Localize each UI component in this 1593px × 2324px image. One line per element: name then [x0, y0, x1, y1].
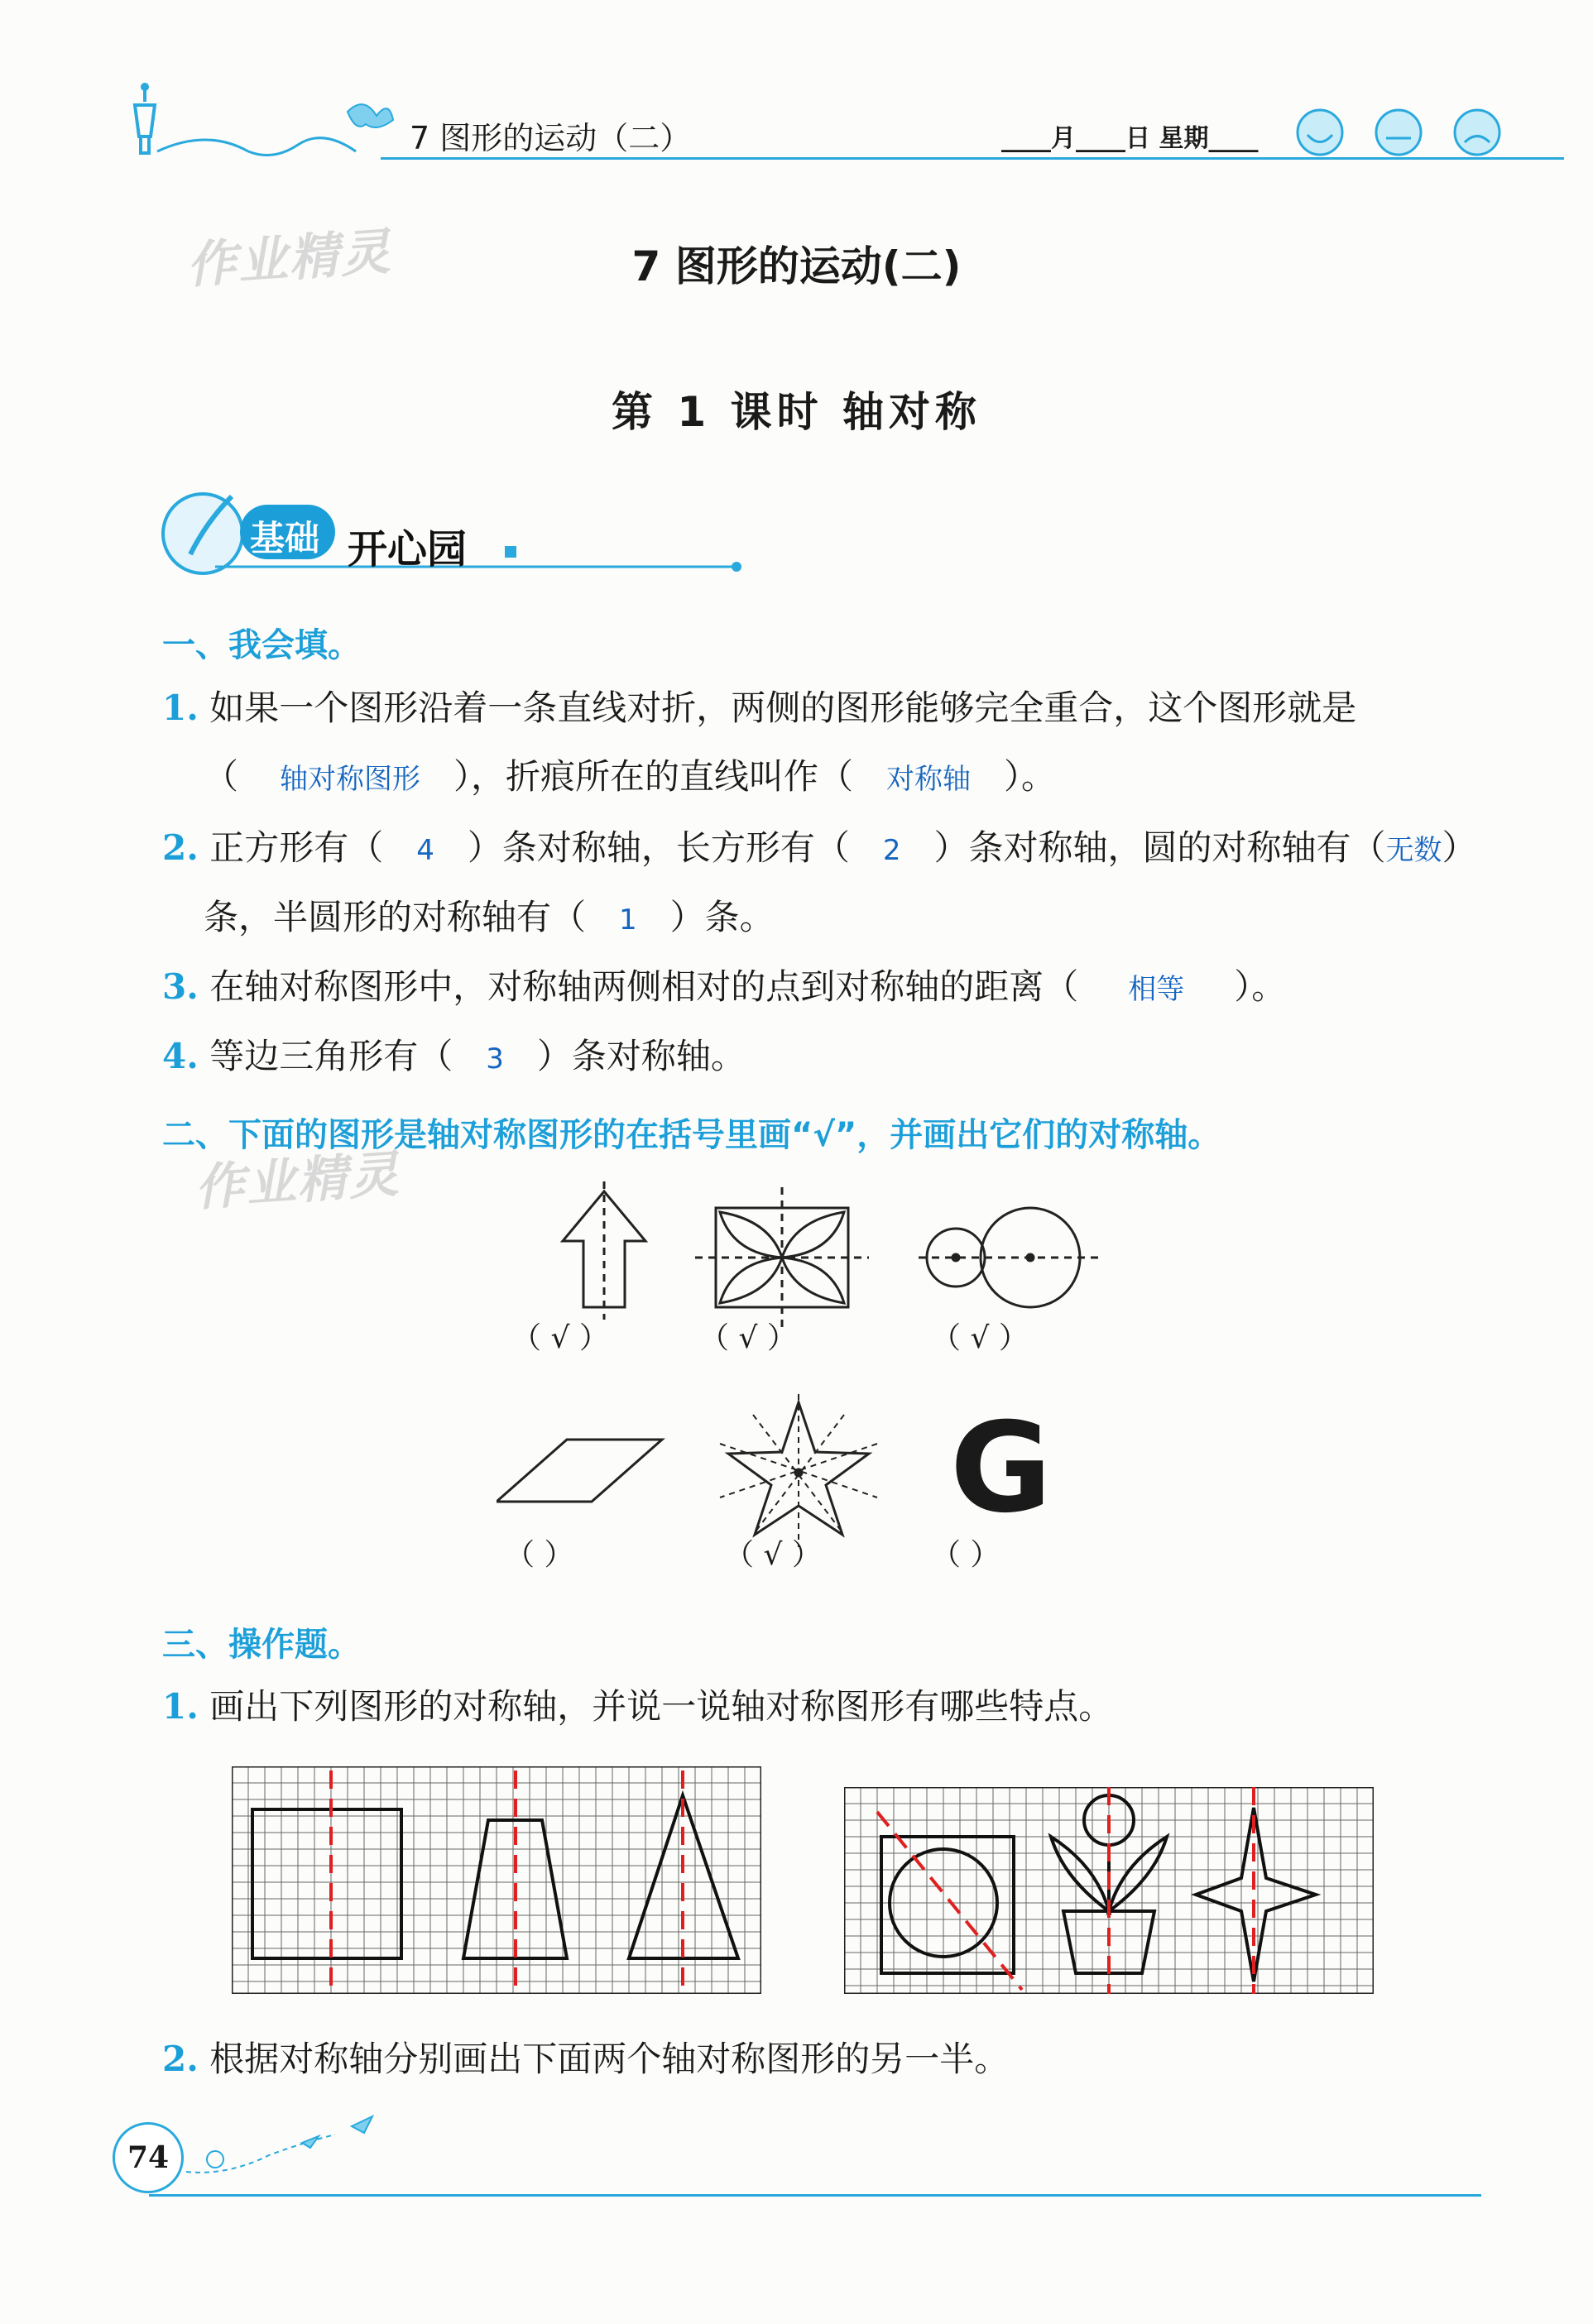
q2-text: ）条对称轴，圆的对称轴有（: [933, 827, 1386, 868]
mark-parallelogram[interactable]: （ ）: [505, 1538, 574, 1572]
answer-field[interactable]: 无数: [1385, 834, 1442, 867]
footer-bird-decoration: [178, 2110, 393, 2184]
q2-text: 条，半圆形的对称轴有（: [204, 897, 587, 937]
q1-text-b: ），折痕所在的直线叫作（: [453, 756, 854, 797]
q3-text: 在轴对称图形中，对称轴两侧相对的点到对称轴的距离（: [209, 966, 1079, 1007]
answer-field[interactable]: 轴对称图形: [280, 763, 421, 796]
banner-text: 开心园: [348, 526, 468, 573]
answer-field[interactable]: 1: [619, 903, 637, 937]
shapes-row1: [497, 1175, 1125, 1390]
paren-open: （: [204, 756, 239, 797]
star-shape: [720, 1394, 877, 1547]
q1-text-c: ）。: [1004, 756, 1057, 797]
answer-field[interactable]: 相等: [1128, 973, 1185, 1006]
s3-q2: [162, 2039, 1010, 2079]
q1-line2: [204, 756, 1057, 797]
s3-q2-number: 2.: [162, 2039, 199, 2079]
q1-line1: [162, 688, 1357, 728]
banner-badge: 基础: [250, 518, 320, 558]
q1-number: 1.: [162, 688, 199, 728]
smiley-icons: [1291, 103, 1506, 161]
q3-number: 3.: [162, 966, 199, 1007]
header-chapter: 7 图形的运动（二）: [410, 120, 692, 156]
s3-q1-text: 画出下列图形的对称轴，并说一说轴对称图形有哪些特点。: [209, 1686, 1114, 1727]
letter-g-shape: G: [950, 1397, 1053, 1541]
square-petal-shape: [695, 1187, 869, 1328]
header-rule: [381, 157, 1564, 160]
mark-arrow[interactable]: （ √ ）: [511, 1321, 609, 1355]
lesson-title: 第 1 课时 轴对称: [611, 388, 981, 436]
mark-circles[interactable]: （ √ ）: [931, 1321, 1029, 1355]
parallelogram-shape: [497, 1440, 662, 1502]
answer-field[interactable]: 4: [416, 834, 434, 867]
section1-heading: 一、我会填。: [162, 626, 361, 664]
chapter-title: 7 图形的运动(二): [631, 242, 962, 290]
arrow-shape: [563, 1181, 645, 1320]
s3-q1-number: 1.: [162, 1686, 199, 1727]
answer-field[interactable]: 2: [882, 834, 901, 867]
q1-text: 如果一个图形沿着一条直线对折，两侧的图形能够完全重合，这个图形就是: [209, 688, 1357, 728]
q3-text: ）。: [1234, 966, 1287, 1007]
q2-number: 2.: [162, 827, 199, 868]
answer-field[interactable]: 对称轴: [886, 763, 972, 796]
section3-heading: 三、操作题。: [162, 1626, 361, 1664]
grid-left: [232, 1766, 761, 1994]
shapes-row2: [497, 1394, 910, 1560]
section2-heading: 二、下面的图形是轴对称图形的在括号里画“√”，并画出它们的对称轴。: [162, 1116, 1221, 1154]
q3-line: [162, 966, 1287, 1007]
watermark-mid: 作业精灵: [193, 1145, 402, 1218]
watermark-top: 作业精灵: [185, 223, 394, 295]
page-number: 74: [113, 2122, 184, 2193]
q2-line1: [162, 827, 1477, 868]
q4-number: 4.: [162, 1036, 199, 1076]
mark-square[interactable]: （ √ ）: [699, 1321, 797, 1355]
answer-field[interactable]: 3: [486, 1042, 504, 1076]
q2-text: ）条。: [669, 897, 775, 937]
grid-right: [844, 1787, 1374, 1994]
q4-line: [162, 1036, 746, 1076]
s3-q2-text: 根据对称轴分别画出下面两个轴对称图形的另一半。: [209, 2039, 1010, 2079]
two-circles-shape: [919, 1208, 1101, 1307]
mark-star[interactable]: （ √ ）: [724, 1538, 822, 1572]
q4-text: ）条对称轴。: [536, 1036, 746, 1076]
q2-text: ）: [1442, 827, 1477, 868]
q2-text: ）条对称轴，长方形有（: [467, 827, 850, 868]
s3-q1: [162, 1686, 1114, 1727]
header-lamp-decoration: [108, 79, 397, 161]
q2-text: 正方形有（: [209, 827, 384, 868]
header-date: ____月____日 星期____: [1001, 124, 1259, 153]
q2-line2: [204, 897, 775, 937]
q4-text: 等边三角形有（: [209, 1036, 453, 1076]
mark-letter-g[interactable]: （ ）: [931, 1538, 1000, 1572]
footer-rule: [149, 2194, 1481, 2197]
